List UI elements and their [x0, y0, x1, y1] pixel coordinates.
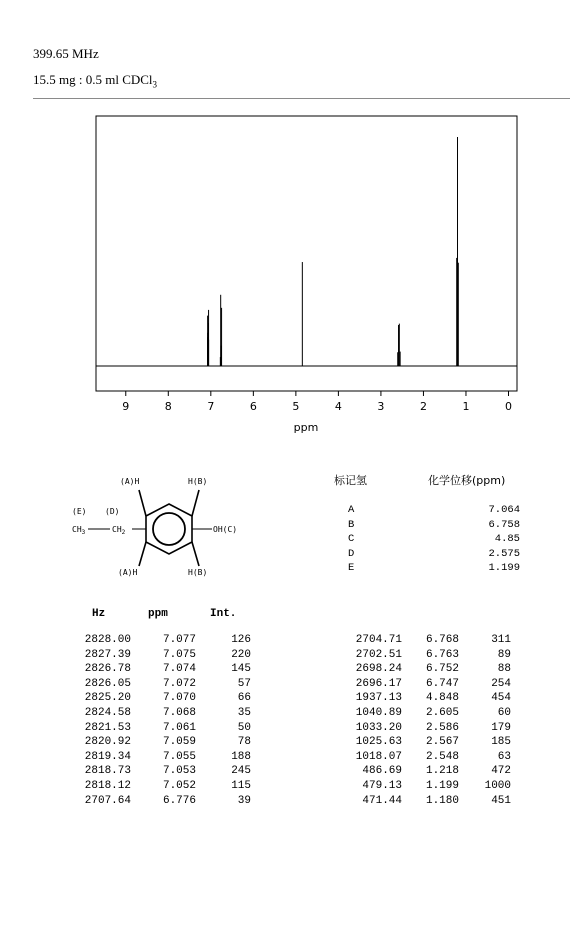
peak-ppm: 1.218 [425, 765, 459, 778]
x-tick-label: 0 [504, 400, 512, 413]
label-oh: OH(C) [213, 525, 238, 534]
nmr-spectrum-chart [0, 0, 570, 440]
peak-ppm: 7.074 [162, 663, 196, 676]
assign-shift: 2.575 [488, 547, 520, 560]
peak-ppm: 1.180 [425, 794, 459, 807]
label-ch3: $CH_3$ [72, 525, 86, 536]
x-tick-label: 3 [377, 400, 385, 413]
peak-hz: 479.13 [362, 780, 402, 792]
peak-ppm: 2.586 [425, 721, 459, 734]
peak-hz: 1025.63 [355, 736, 402, 749]
x-tick-label: 9 [122, 400, 130, 413]
peak-ppm: 7.070 [162, 692, 196, 705]
label-b-bottom: H(B) [188, 568, 208, 577]
peak-ppm: 4.848 [425, 692, 459, 705]
peak-ppm: 7.052 [162, 780, 196, 792]
assign-label: C [348, 533, 355, 545]
peak-int: 126 [231, 634, 251, 646]
peak-int: 1000 [484, 780, 511, 792]
peak-col-hz: Hz [92, 608, 106, 620]
peak-hz: 1040.89 [355, 707, 402, 719]
peak-hz: 2821.53 [84, 721, 131, 734]
x-tick-label: 4 [334, 400, 342, 413]
peak-int: 35 [237, 707, 251, 719]
peak-hz: 1033.20 [355, 721, 402, 734]
peak-hz: 2818.12 [84, 780, 131, 792]
peak-ppm: 7.059 [162, 736, 196, 749]
peak-int: 57 [237, 677, 251, 690]
peak-int: 472 [491, 765, 511, 778]
peak-hz: 2826.78 [84, 663, 131, 676]
x-tick-label: 2 [419, 400, 427, 413]
x-axis-label: ppm [293, 421, 319, 434]
assign-shift: 1.199 [488, 562, 520, 574]
label-ch2: $CH_2$ [112, 525, 126, 536]
peak-ppm: 6.768 [425, 634, 459, 646]
peak-ppm: 7.072 [162, 677, 196, 690]
assign-label: E [348, 562, 355, 574]
label-b-top: H(B) [188, 477, 208, 486]
peak-int: 220 [231, 648, 251, 661]
assign-shift: 4.85 [494, 533, 520, 545]
peak-hz: 2818.73 [84, 765, 131, 778]
peak-ppm: 6.752 [425, 663, 459, 676]
peak-int: 145 [231, 663, 251, 676]
peak-col-ppm: ppm [148, 608, 168, 620]
peak-ppm: 2.548 [425, 750, 459, 763]
peak-hz: 486.69 [362, 765, 402, 778]
peak-ppm: 7.053 [162, 765, 196, 778]
peak-hz: 471.44 [362, 794, 402, 807]
peak-int: 188 [231, 750, 251, 763]
label-e: (E) [72, 507, 87, 516]
peak-ppm: 2.567 [425, 736, 459, 749]
x-tick-label: 8 [164, 400, 172, 413]
peak-int: 454 [491, 692, 511, 705]
assign-col-shift: 化学位移(ppm) [428, 474, 506, 487]
label-a-top: (A)H [120, 477, 140, 486]
sample-subscript: 3 [152, 79, 158, 90]
peak-int: 60 [497, 707, 511, 719]
peak-ppm: 7.077 [162, 634, 196, 646]
peak-hz: 2704.71 [355, 634, 402, 646]
x-tick-label: 5 [292, 400, 300, 413]
peak-ppm: 1.199 [425, 780, 459, 792]
assign-label: D [348, 547, 355, 560]
peak-int: 66 [237, 692, 251, 705]
peak-hz: 2826.05 [84, 677, 131, 690]
peak-ppm: 7.068 [162, 707, 196, 719]
peak-hz: 2827.39 [84, 648, 131, 661]
peak-int: 78 [237, 736, 251, 749]
peak-int: 88 [497, 663, 511, 676]
peak-hz: 1018.07 [355, 750, 402, 763]
x-tick-label: 1 [462, 400, 470, 413]
peak-int: 115 [231, 780, 251, 792]
peak-int: 245 [231, 765, 251, 778]
assign-label: B [348, 518, 355, 531]
label-d: (D) [105, 507, 120, 516]
peak-ppm: 7.075 [162, 648, 196, 661]
peak-int: 89 [497, 648, 511, 661]
assign-shift: 6.758 [488, 518, 520, 531]
peak-int: 451 [491, 794, 511, 807]
ethylphenol-structure [60, 462, 350, 602]
peak-hz: 2696.17 [355, 677, 402, 690]
peak-hz: 2820.92 [84, 736, 131, 749]
peak-hz: 2698.24 [355, 663, 402, 676]
peak-ppm: 6.776 [162, 794, 196, 807]
peak-hz: 2825.20 [84, 692, 131, 705]
peak-hz: 2707.64 [84, 794, 131, 807]
peak-col-int: Int. [210, 608, 237, 620]
plot-frame [96, 116, 517, 391]
peak-ppm: 7.061 [162, 721, 196, 734]
peak-int: 63 [497, 750, 511, 763]
peak-hz: 1937.13 [355, 692, 402, 705]
assign-label: A [348, 504, 355, 516]
peak-int: 254 [491, 677, 511, 690]
peak-int: 185 [491, 736, 511, 749]
x-tick-label: 7 [207, 400, 215, 413]
peak-int: 39 [237, 794, 251, 807]
sample-text: 15.5 mg : 0.5 ml CDCl [33, 72, 153, 87]
peak-hz: 2702.51 [355, 648, 402, 661]
assign-shift: 7.064 [488, 504, 520, 516]
benzene-ring [88, 490, 212, 566]
peak-ppm: 2.605 [425, 707, 459, 719]
peak-ppm: 7.055 [162, 750, 196, 763]
label-a-bottom: (A)H [118, 568, 138, 577]
x-tick-label: 6 [249, 400, 257, 413]
peak-ppm: 6.763 [425, 648, 459, 661]
assign-col-label: 标记氢 [334, 474, 367, 487]
peak-hz: 2824.58 [84, 707, 131, 719]
peak-hz: 2828.00 [84, 634, 131, 646]
peak-hz: 2819.34 [84, 750, 131, 763]
peak-int: 311 [491, 634, 511, 646]
peak-ppm: 6.747 [425, 677, 459, 690]
peak-int: 179 [491, 721, 511, 734]
peak-int: 50 [237, 721, 251, 734]
spectrometer-frequency: 399.65 MHz [33, 46, 99, 61]
